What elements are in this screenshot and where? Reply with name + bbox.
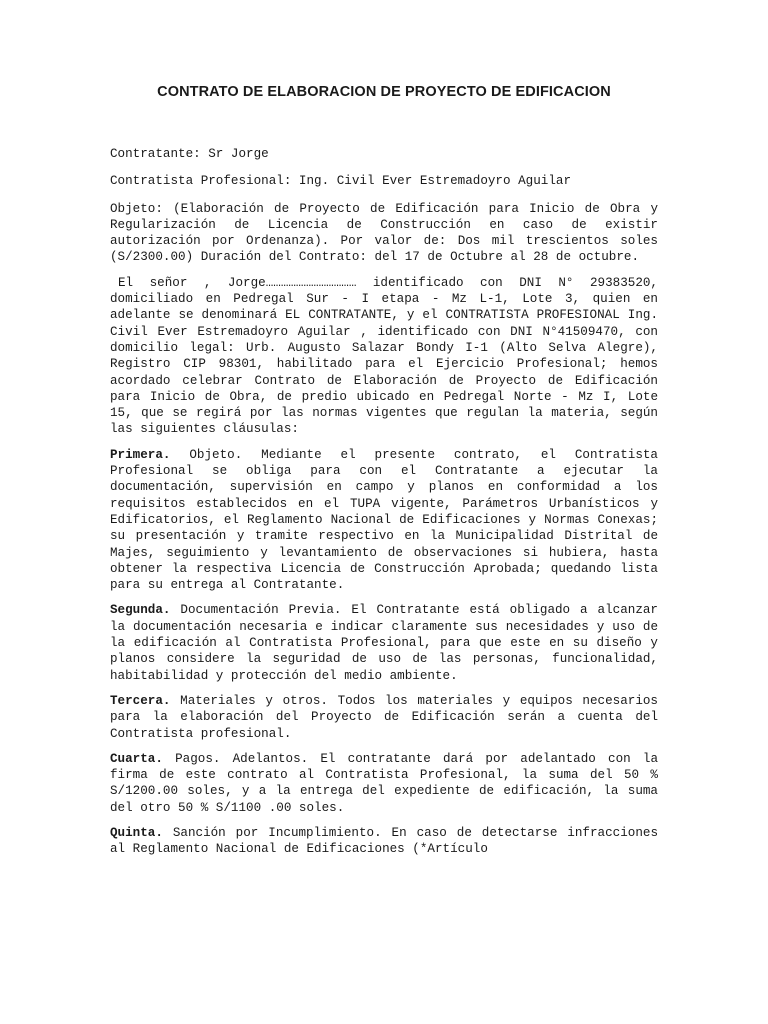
- objeto-paragraph: Objeto: (Elaboración de Proyecto de Edificación para Inicio de Obra y Regularización de Licencia de Construcción en caso de existir autorización por Ordenanza). Por valor de: Dos mil trescientos soles (S/2300.00) Duración del Contrato: del 17 de Octubre al 28 de octubre.: [110, 201, 658, 265]
- clause-label: Primera.: [110, 447, 171, 462]
- clause-label: Cuarta.: [110, 751, 163, 766]
- clause-text: Sanción por Incumplimiento. En caso de detectarse infracciones al Reglamento Nacional de Edificaciones (*Artículo: [110, 825, 658, 857]
- clause-quinta: [110, 825, 658, 858]
- contratista-line: Contratista Profesional: Ing. Civil Ever Estremadoyro Aguilar: [110, 174, 572, 189]
- clause-tercera: [110, 693, 658, 742]
- clause-segunda: [110, 602, 658, 683]
- clause-text: Objeto. Mediante el presente contrato, el Contratista Profesional se obliga para con el Contratante a ejecutar la documentación, supervisión en campo y planos en conformidad a los requisitos establecidos en el TUPA vigente, Parámetros Urbanísticos y Edificatorios, el Reglamento Nacional de Edificaciones y Normas Conexas; su presentación y tramite respectivo en la Municipalidad Distrital de Majes, seguimiento y levantamiento de observaciones si hubiera, hasta obtener la respectiva Licencia de Construcción Aprobada; quedando lista para su entrega al Contratante.: [110, 447, 658, 593]
- clause-text: Pagos. Adelantos. El contratante dará por adelantado con la firma de este contrato al Contratista Profesional, la suma del 50 % S/1200.00 soles, y a la entrega del expediente de edificación, la suma del otro 50 % S/1100 .00 soles.: [110, 751, 658, 815]
- contratante-line: Contratante: Sr Jorge: [110, 147, 269, 161]
- clause-label: Segunda.: [110, 603, 171, 618]
- clause-text: Documentación Previa. El Contratante está obligado a alcanzar la documentación necesaria e indicar claramente sus necesidades y uso de la edificación al Contratista Profesional, para que este en su diseño y planos considere la seguridad de uso de las personas, funcionalidad, habitabilidad y protección del medio ambiente.: [110, 603, 658, 683]
- clause-primera: [110, 447, 658, 594]
- document-title: CONTRATO DE ELABORACION DE PROYECTO DE EDIFICACION: [157, 84, 611, 100]
- clause-label: Quinta.: [110, 825, 163, 840]
- clause-cuarta: [110, 751, 658, 816]
- clause-label: Tercera.: [110, 693, 171, 708]
- clause-text: Materiales y otros. Todos los materiales y equipos necesarios para la elaboración del Proyecto de Edificación serán a cuenta del Contratista profesional.: [110, 693, 658, 741]
- preamble-paragraph: El señor , Jorge……………………………… identificado con DNI N° 29383520, domiciliado en Pedregal Sur - I etapa - Mz L-1, Lote 3, quien en adelante se denominará EL CONTRATANTE, y el CONTRATISTA PROFESIONAL Ing. Civil Ever Estremadoyro Aguilar , identificado con DNI N°41509470, con domicilio legal: Urb. Augusto Salazar Bondy I-1 (Alto Selva Alegre), Registro CIP 98301, habilitado para el Ejercicio Profesional; hemos acordado celebrar Contrato de Elaboración de Proyecto de Edificación para Inicio de Obra, de predio ubicado en Pedregal Norte - Mz I, Lote 15, que se regirá por las normas vigentes que regulan la materia, según las siguientes cláusulas:: [110, 275, 658, 437]
